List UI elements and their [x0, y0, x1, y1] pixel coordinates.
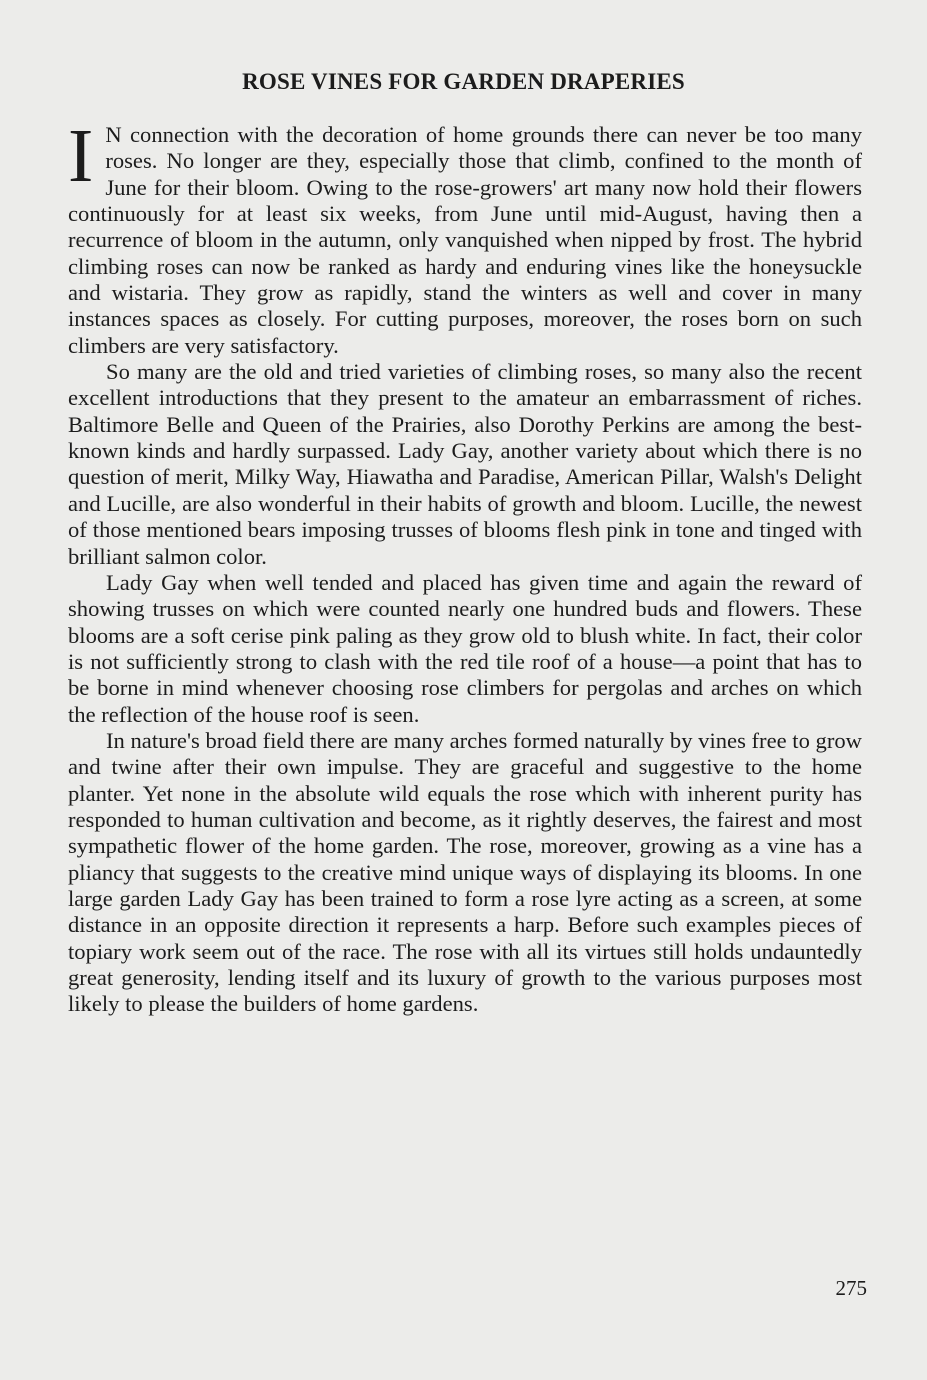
page-title: ROSE VINES FOR GARDEN DRAPERIES — [242, 69, 685, 94]
drop-cap: I — [68, 114, 94, 198]
article-body — [68, 114, 862, 1018]
page-number: 275 — [835, 1276, 867, 1300]
paragraph-1 — [68, 114, 862, 359]
paragraph-4: In nature's broad field there are many arches formed naturally by vines free to grow and twine after their own impulse. They are graceful and suggestive to the home planter. Yet none in the absolute wild equals the rose which with inherent purity has responded to human cultivation and become, as it rightly deserves, the fairest and most sympathetic flower of the home garden. The rose, moreover, growing as a vine has a pliancy that suggests to the creative mind unique ways of displaying its blooms. In one large garden Lady Gay has been trained to form a rose lyre acting as a screen, at some distance in an opposite direction it represents a harp. Before such examples pieces of topiary work seem out of the race. The rose with all its virtues still holds undauntedly great generosity, lending itself and its luxury of growth to the various purposes most likely to please the builders of home gardens. — [68, 727, 862, 1017]
paragraph-3: Lady Gay when well tended and placed has given time and again the reward of showing trusses on which were counted nearly one hundred buds and flowers. These blooms are a soft cerise pink paling as they grow old to blush white. In fact, their color is not sufficiently strong to clash with the red tile roof of a house—a point that has to be borne in mind whenever choosing rose climbers for pergolas and arches on which the reflection of the house roof is seen. — [68, 569, 862, 727]
paragraph-1-text: N connection with the decoration of home grounds there can never be too many roses. No longer are they, especially those that climb, confined to the month of June for their bloom. Owing to the rose-growers' art many now hold their flowers continuously for at least six weeks, from June until mid-August, having then a recurrence of bloom in the autumn, only vanquished when nipped by frost. The hybrid climbing roses can now be ranked as hardy and enduring vines like the honeysuckle and wistaria. They grow as rapidly, stand the winters as well and cover in many instances spaces as closely. For cutting purposes, moreover, the roses born on such climbers are very satisfactory. — [68, 122, 862, 358]
paragraph-2: So many are the old and tried varieties of climbing roses, so many also the recent excellent introductions that they present to the amateur an embarrassment of riches. Baltimore Belle and Queen of the Prairies, also Dorothy Perkins are among the best-known kinds and hardly surpassed. Lady Gay, another variety about which there is no question of merit, Milky Way, Hiawatha and Paradise, American Pillar, Walsh's Delight and Lucille, are also wonderful in their habits of growth and bloom. Lucille, the newest of those mentioned bears imposing trusses of blooms flesh pink in tone and tinged with brilliant salmon color. — [68, 359, 862, 569]
